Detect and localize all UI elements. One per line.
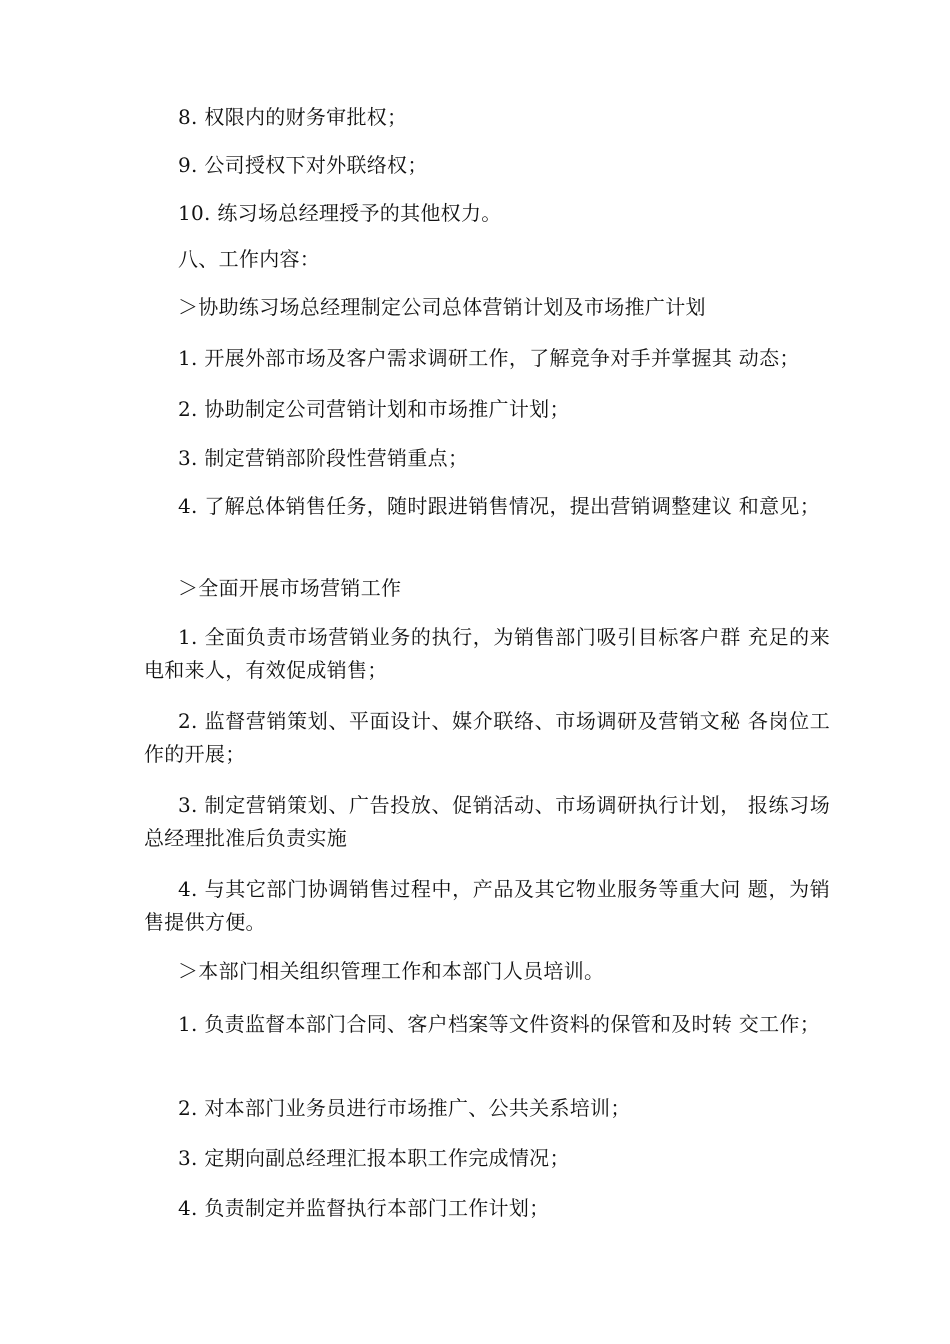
paragraph-item-10: 10. 练习场总经理授予的其他权力。	[178, 201, 502, 225]
list-item: 3. 定期向副总经理汇报本职工作完成情况；	[178, 1146, 570, 1170]
list-item: 4. 了解总体销售任务，随时跟进销售情况，提出营销调整建议 和意见；	[178, 494, 820, 518]
section-heading-work-content: 八、工作内容：	[178, 247, 321, 271]
list-item: 1. 全面负责市场营销业务的执行，为销售部门吸引目标客户群 充足的来电和来人，有效促成销售；	[144, 625, 830, 682]
list-item: 1. 负责监督本部门合同、客户档案等文件资料的保管和及时转 交工作；	[178, 1012, 820, 1036]
list-item: 3. 制定营销部阶段性营销重点；	[178, 446, 469, 470]
list-item: 3. 制定营销策划、广告投放、促销活动、市场调研执行计划， 报练习场总经理批准后负责实施	[144, 793, 830, 850]
list-item: 1. 开展外部市场及客户需求调研工作，了解竞争对手并掌握其 动态；	[178, 346, 800, 370]
list-item: 4. 与其它部门协调销售过程中，产品及其它物业服务等重大问 题，为销售提供方便。	[144, 877, 830, 934]
list-item: 2. 对本部门业务员进行市场推广、公共关系培训；	[178, 1096, 631, 1120]
subsection-heading-marketing-work: ＞全面开展市场营销工作	[178, 576, 402, 600]
list-item: 2. 监督营销策划、平面设计、媒介联络、市场调研及营销文秘 各岗位工作的开展；	[144, 709, 830, 766]
list-item: 4. 负责制定并监督执行本部门工作计划；	[178, 1196, 550, 1220]
paragraph-item-9: 9. 公司授权下对外联络权；	[178, 153, 428, 177]
subsection-heading-marketing-plan: ＞协助练习场总经理制定公司总体营销计划及市场推广计划	[178, 295, 706, 319]
paragraph-item-8: 8. 权限内的财务审批权；	[178, 105, 408, 129]
list-item: 2. 协助制定公司营销计划和市场推广计划；	[178, 397, 570, 421]
subsection-heading-management-training: ＞本部门相关组织管理工作和本部门人员培训。	[178, 959, 605, 983]
